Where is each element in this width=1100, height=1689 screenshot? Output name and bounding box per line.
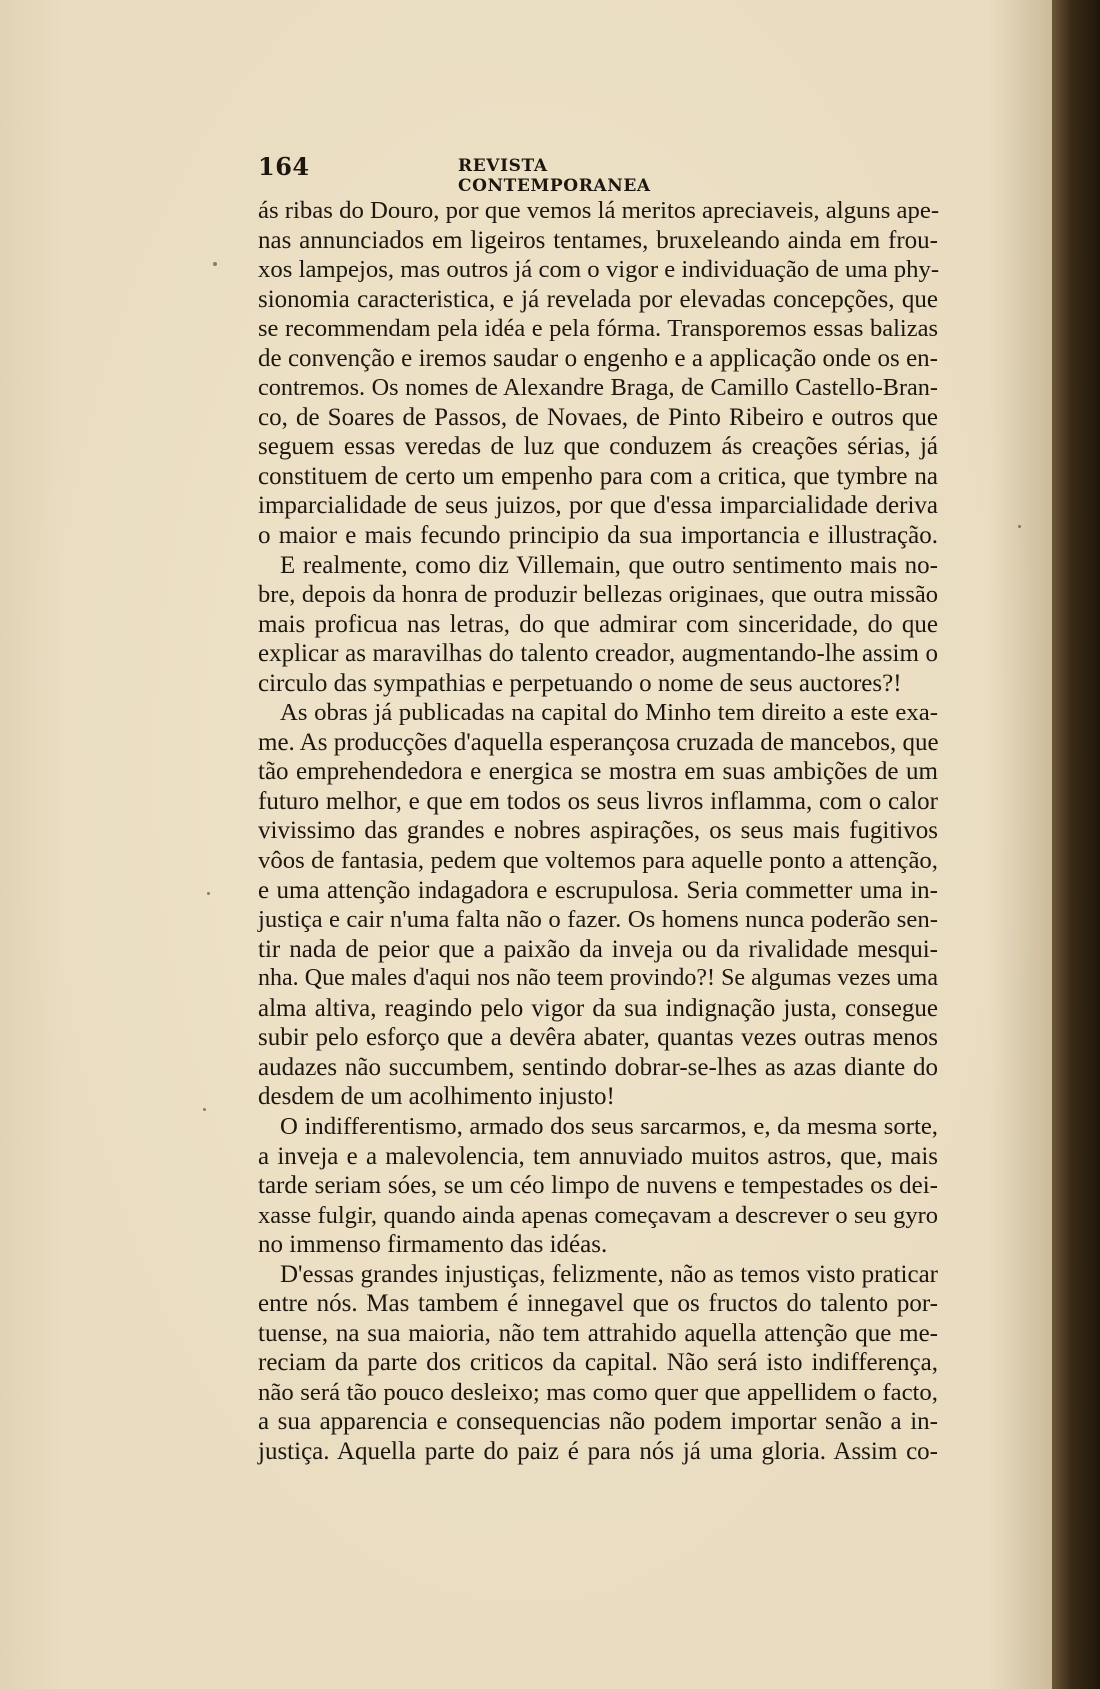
text-line: de convenção e iremos saudar o engenho e a applicação onde os en- bbox=[258, 344, 938, 372]
text-line: tir nada de peior que a paixão da inveja ou da rivalidade mesqui- bbox=[258, 935, 938, 963]
text-line: seguem essas veredas de luz que conduzem ás creações sérias, já bbox=[258, 433, 938, 461]
text-line: o maior e mais fecundo principio da sua importancia e illustração. bbox=[258, 522, 938, 550]
text-line: e uma attenção indagadora e escrupulosa. Seria commetter uma in- bbox=[258, 876, 938, 904]
paper-speck bbox=[1018, 525, 1021, 528]
text-line: tão emprehendedora e energica se mostra em suas ambições de um bbox=[258, 758, 938, 786]
text-line: constituem de certo um empenho para com a critica, que tymbre na bbox=[258, 462, 938, 490]
text-line: E realmente, como diz Villemain, que outro sentimento mais no- bbox=[280, 551, 938, 579]
text-line: justiça e cair n'uma falta não o fazer. Os homens nunca poderão sen- bbox=[258, 906, 938, 934]
text-line: xasse fulgir, quando ainda apenas começavam a descrever o seu gyro bbox=[258, 1201, 938, 1229]
text-line: explicar as maravilhas do talento creador, augmentando-lhe assim o bbox=[258, 640, 938, 668]
text-line: justiça. Aquella parte do paiz é para nós já uma gloria. Assim co- bbox=[258, 1437, 938, 1465]
text-line: se recommendam pela idéa e pela fórma. Transporemos essas balizas bbox=[258, 315, 938, 343]
text-line: As obras já publicadas na capital do Minho tem direito a este exa- bbox=[280, 699, 938, 727]
text-line: desdem de um acolhimento injusto! bbox=[258, 1083, 615, 1111]
text-line: vôos de fantasia, pedem que voltemos para aquelle ponto a attenção, bbox=[258, 847, 938, 875]
text-line: a inveja e a malevolencia, tem annuviado muitos astros, que, mais bbox=[258, 1142, 938, 1170]
text-line: D'essas grandes injustiças, felizmente, não as temos visto praticar bbox=[280, 1260, 938, 1288]
text-line: entre nós. Mas tambem é innegavel que os fructos do talento por- bbox=[258, 1290, 938, 1318]
text-line: co, de Soares de Passos, de Novaes, de Pinto Ribeiro e outros que bbox=[258, 403, 938, 431]
text-line: bre, depois da honra de produzir bellezas originaes, que outra missão bbox=[258, 581, 938, 609]
text-line: subir pelo esforço que a devêra abater, quantas vezes outras menos bbox=[258, 1024, 938, 1052]
page-number: 164 bbox=[258, 152, 310, 181]
text-line: reciam da parte dos criticos da capital. Não será isto indifferença, bbox=[258, 1349, 938, 1377]
running-title: REVISTA CONTEMPORANEA bbox=[458, 156, 651, 196]
paper-speck bbox=[213, 262, 217, 266]
text-line: O indifferentismo, armado dos seus sarcarmos, e, da mesma sorte, bbox=[280, 1112, 938, 1140]
text-line: tarde seriam sóes, se um céo limpo de nuvens e tempestades os dei- bbox=[258, 1172, 938, 1200]
text-line: mais proficua nas letras, do que admirar com sinceridade, do que bbox=[258, 610, 938, 638]
page-header bbox=[258, 152, 718, 196]
text-line: vivissimo das grandes e nobres aspirações, os seus mais fugitivos bbox=[258, 817, 938, 845]
text-line: contremos. Os nomes de Alexandre Braga, de Camillo Castello-Bran- bbox=[258, 374, 938, 402]
text-line: alma altiva, reagindo pelo vigor da sua indignação justa, consegue bbox=[258, 994, 938, 1022]
text-line: circulo das sympathias e perpetuando o nome de seus auctores?! bbox=[258, 669, 902, 697]
binding-gutter bbox=[1052, 0, 1100, 1689]
text-line: me. As producções d'aquella esperançosa cruzada de mancebos, que bbox=[258, 728, 939, 756]
paper-speck bbox=[207, 892, 210, 895]
text-line: ás ribas do Douro, por que vemos lá meritos apreciaveis, alguns ape- bbox=[258, 197, 940, 224]
paper-speck bbox=[203, 1108, 206, 1111]
text-line: no immenso firmamento das idéas. bbox=[258, 1231, 608, 1259]
body-text bbox=[258, 196, 938, 1467]
text-line: imparcialidade de seus juizos, por que d'essa imparcialidade deriva bbox=[258, 492, 938, 520]
text-line: audazes não succumbem, sentindo dobrar-se-lhes as azas diante do bbox=[258, 1053, 938, 1081]
text-line: a sua apparencia e consequencias não podem importar senão a in- bbox=[258, 1408, 938, 1436]
text-line: nas annunciados em ligeiros tentames, bruxeleando ainda em frou- bbox=[258, 226, 938, 254]
text-line: futuro melhor, e que em todos os seus livros inflamma, com o calor bbox=[258, 787, 938, 815]
text-line: sionomia caracteristica, e já revelada por elevadas concepções, que bbox=[258, 285, 938, 313]
text-line: xos lampejos, mas outros já com o vigor e individuação de uma phy- bbox=[258, 256, 940, 284]
text-line: não será tão pouco desleixo; mas como quer que appellidem o facto, bbox=[258, 1378, 938, 1406]
text-line: nha. Que males d'aqui nos não teem provindo?! Se algumas vezes uma bbox=[258, 965, 938, 992]
text-line: tuense, na sua maioria, não tem attrahido aquella attenção que me- bbox=[258, 1319, 938, 1347]
